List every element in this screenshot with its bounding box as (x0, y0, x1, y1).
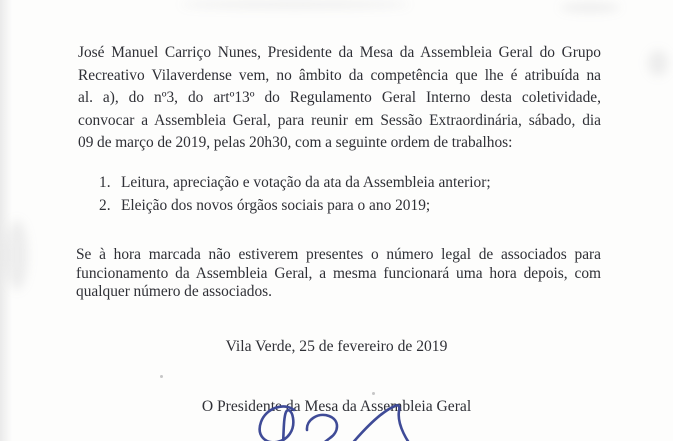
scan-smudge (6, 220, 28, 290)
quorum-paragraph (76, 246, 601, 302)
scan-edge-shadow (0, 0, 12, 441)
intro-paragraph (78, 42, 601, 155)
signature-ink-icon (250, 402, 440, 441)
agenda-list (99, 171, 491, 217)
scan-speck (372, 392, 375, 395)
signatory-title: O Presidente da Mesa da Assembleia Geral (201, 398, 472, 415)
scan-smudge (560, 3, 620, 12)
quorum-line-2: funcionamento da Assembleia Geral, a mesma funcionará uma hora depois, com (76, 264, 601, 282)
quorum-line-3: qualquer número de associados. (76, 283, 272, 301)
signature-handwriting (250, 402, 440, 441)
intro-line-3: al. a), do nº3, do artº13º do Regulamento Geral Interno desta coletividade, (78, 89, 601, 107)
agenda-item-number: 2. (99, 197, 111, 214)
intro-line-2: Recreativo Vilaverdense vem, no âmbito da competência que lhe é atribuída na (78, 66, 601, 84)
agenda-item-1 (99, 171, 491, 194)
intro-line-5: 09 de março de 2019, pelas 20h30, com a seguinte ordem de trabalhos: (78, 134, 513, 152)
agenda-item-text: Leitura, apreciação e votação da ata da Assembleia anterior; (121, 174, 491, 191)
date-line: Vila Verde, 25 de fevereiro de 2019 (225, 338, 448, 355)
intro-line-1: José Manuel Carriço Nunes, Presidente da Mesa da Assembleia Geral do Grupo (78, 44, 601, 61)
scan-smudge (648, 50, 668, 76)
quorum-line-1: Se à hora marcada não estiverem presentes o número legal de associados para (76, 246, 601, 263)
scan-smudge (180, 1, 410, 8)
agenda-item-2 (99, 194, 491, 217)
scan-speck (160, 375, 163, 378)
agenda-item-text: Eleição dos novos órgãos sociais para o ano 2019; (121, 197, 431, 214)
intro-line-4: convocar a Assembleia Geral, para reunir em Sessão Extraordinária, sábado, dia (78, 111, 601, 129)
agenda-item-number: 1. (99, 174, 111, 191)
